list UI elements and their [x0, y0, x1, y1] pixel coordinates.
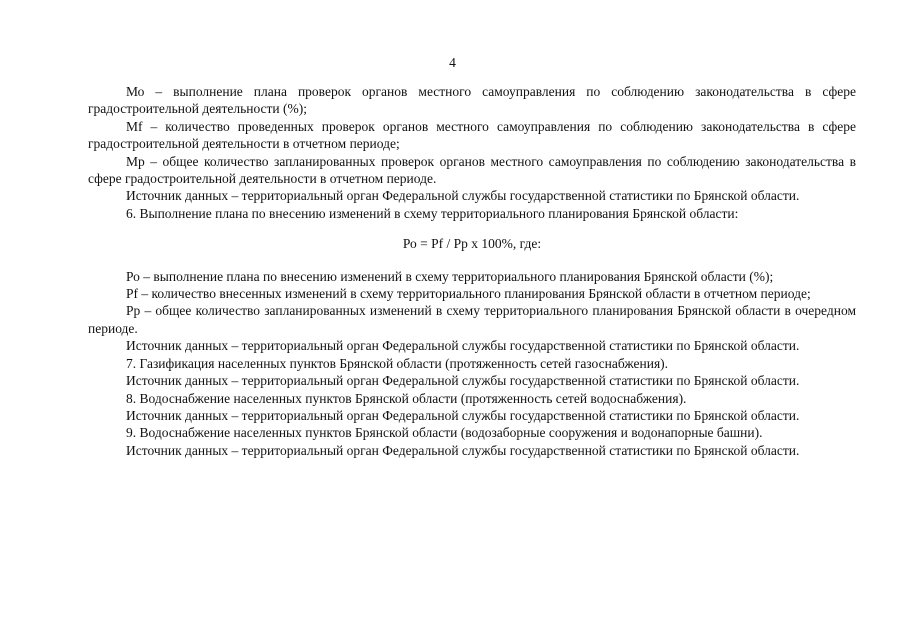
definition-po: Ро – выполнение плана по внесению изменений в схему территориального планирования Брянской области (%);: [126, 268, 774, 284]
page-number: 4: [449, 55, 456, 70]
indicator-6-heading: 6. Выполнение плана по внесению изменений в схему территориального планирования Брянской области:: [126, 205, 739, 221]
definition-mo: Мо – выполнение плана проверок органов местного самоуправления по соблюдению законодательства в сфере градостроительной деятельности (%);: [88, 84, 856, 117]
data-source-paragraph: Источник данных – территориальный орган Федеральной службы государственной статистики по Брянской области.: [126, 442, 800, 458]
indicator-8-heading: 8. Водоснабжение населенных пунктов Брянской области (протяженность сетей водоснабжения).: [126, 390, 687, 406]
data-source-paragraph: Источник данных – территориальный орган Федеральной службы государственной статистики по Брянской области.: [126, 188, 800, 204]
formula-po: Ро = Pf / Pp х 100%, где:: [402, 236, 542, 252]
data-source-paragraph: Источник данных – территориальный орган Федеральной службы государственной статистики по Брянской области.: [126, 407, 800, 423]
document-body: [88, 83, 856, 459]
definition-pf: Pf – количество внесенных изменений в схему территориального планирования Брянской области в отчетном периоде;: [126, 286, 811, 302]
definition-mf: Mf – количество проведенных проверок органов местного самоуправления по соблюдению законодательства в сфере градостроительной деятельности в отчетном периоде;: [88, 118, 856, 152]
indicator-9-heading: 9. Водоснабжение населенных пунктов Брянской области (водозаборные сооружения и водонапорные башни).: [126, 425, 763, 441]
data-source-paragraph: Источник данных – территориальный орган Федеральной службы государственной статистики по Брянской области.: [126, 338, 800, 354]
indicator-7-heading: 7. Газификация населенных пунктов Брянской области (протяженность сетей газоснабжения).: [126, 355, 669, 371]
definition-pp: Рр – общее количество запланированных изменений в схему территориального планирования Брянской области в очередном периоде.: [88, 303, 856, 336]
definition-mp: Mp – общее количество запланированных проверок органов местного самоуправления по соблюдению законодательства в сфере градостроительной деятельности в отчетном периоде.: [88, 153, 856, 187]
data-source-paragraph: Источник данных – территориальный орган Федеральной службы государственной статистики по Брянской области.: [126, 373, 800, 389]
